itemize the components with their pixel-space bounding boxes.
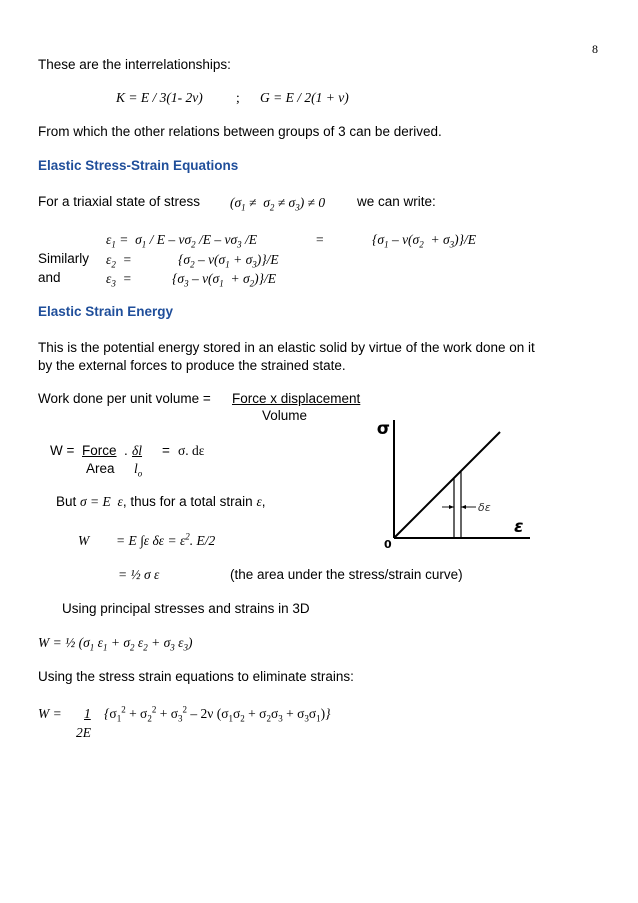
work-numerator: Force x displacement [232, 391, 361, 406]
eliminate-strains-text: Using the stress strain equations to eliminate strains: [38, 669, 354, 684]
sigma-axis-label: σ [376, 419, 390, 439]
sigma-d-epsilon: σ. dε [178, 443, 205, 458]
delta-l: δl [132, 443, 143, 458]
half-sigma-epsilon: = ½ σ ε [118, 567, 160, 582]
final-numerator: 1 [84, 706, 91, 721]
work-per-volume-label: Work done per unit volume = [38, 391, 211, 406]
strain-eq-3-rhs: $\{\sigma_3 - \nu(\sigma_1 + \sigma_2)\}/E$ [172, 271, 277, 289]
strain-eq-2-rhs: $\{\sigma_2 - \nu(\sigma_1 + \sigma_3)\}/E$ [178, 252, 279, 270]
epsilon-axis-label: ε [514, 517, 524, 537]
strain-eq-2-lhs: $\varepsilon_2$ = [106, 252, 132, 270]
energy-definition-line1: This is the potential energy stored in an elastic solid by virtue of the work done on it [38, 340, 535, 355]
strip-arrowhead-left [449, 505, 454, 509]
w-integral-symbol: W [78, 533, 90, 548]
equation-separator: ; [236, 90, 240, 105]
origin-label: 0 [384, 538, 392, 551]
and-label: and [38, 270, 61, 285]
triaxial-intro: For a triaxial state of stress [38, 194, 201, 209]
triaxial-tail: we can write: [357, 194, 436, 209]
delta-epsilon-label: δε [478, 501, 491, 514]
page-number: 8 [592, 42, 598, 56]
but-line: But σ = E ε, thus for a total strain ε, [56, 494, 266, 509]
final-expression: {$\sigma_1^2 + \sigma_2^2 + \sigma_3^2 - 2\nu$ $(\sigma_1\sigma_2 + \sigma_2\sigma_3 + \sigma_3\sigma_1)$} [104, 704, 331, 724]
derived-text: From which the other relations between groups of 3 can be derived. [38, 124, 442, 139]
similarly-label: Similarly [38, 251, 90, 266]
intro-text: These are the interrelationships: [38, 57, 231, 72]
principal-stress-text: Using principal stresses and strains in 3D [62, 601, 310, 616]
equals-sign: = [162, 443, 170, 458]
w-3d-equation: W = ½ ($\sigma_1$ $\varepsilon_1 + \sigma_2$ $\varepsilon_2 + \sigma_3$ $\varepsilon_3$) [38, 635, 193, 653]
strain-eq-3-lhs: $\varepsilon_3$ = [106, 271, 132, 289]
w-integral-expression: = E ∫ε $\delta\varepsilon = \varepsilon^2$. E/2 [116, 531, 216, 548]
heading-strain-energy: Elastic Strain Energy [38, 304, 174, 319]
w-symbol: W = [50, 443, 75, 458]
area-denominator: Area [86, 461, 115, 476]
l-zero-denominator: $l_o$ [134, 461, 143, 479]
final-denominator: 2E [76, 725, 91, 740]
work-denominator: Volume [262, 408, 308, 423]
heading-stress-strain: Elastic Stress-Strain Equations [38, 158, 239, 173]
final-w-label: W = [38, 706, 62, 721]
force-numerator: Force [82, 443, 117, 458]
dot-operator: . [124, 443, 128, 458]
strain-eq-1-equals: = [316, 232, 324, 247]
area-under-curve-note: (the area under the stress/strain curve) [230, 567, 463, 582]
strain-eq-1-rhs: $\{\sigma_1 - \nu(\sigma_2 + \sigma_3)\}/E$ [372, 232, 477, 250]
strip-arrowhead-right [461, 505, 466, 509]
energy-definition-line2: by the external forces to produce the strained state. [38, 358, 346, 373]
triaxial-condition: $(\sigma_1 \ne \sigma_2 \ne \sigma_3) \ne 0$ [230, 195, 326, 213]
bulk-modulus-equation: K = E / 3(1- 2ν) [116, 90, 203, 105]
strain-eq-1-lhs: $\varepsilon_1 = \sigma_1 / E - \nu\sigma_2$ $/E - \nu\sigma_3$ /E [106, 232, 258, 250]
shear-modulus-equation: G = E / 2(1 + ν) [260, 90, 349, 105]
stress-strain-line [394, 432, 500, 538]
stress-strain-diagram [376, 414, 540, 554]
